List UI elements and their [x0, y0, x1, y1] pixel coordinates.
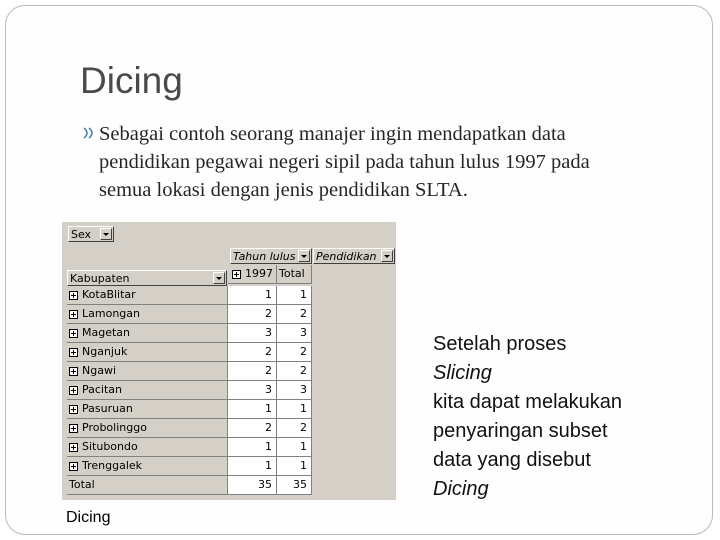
- row-label[interactable]: Pacitan: [67, 381, 228, 400]
- total-value-cell: 35: [228, 476, 277, 495]
- value-cell: 1: [277, 457, 312, 476]
- dropdown-arrow-icon[interactable]: [213, 272, 225, 284]
- dropdown-arrow-icon[interactable]: [298, 250, 310, 262]
- value-cell: 3: [228, 324, 277, 343]
- column-field-tahun-lulus[interactable]: [230, 248, 312, 264]
- total-value-cell: 35: [277, 476, 312, 495]
- dropdown-arrow-icon[interactable]: [100, 228, 112, 240]
- expand-icon[interactable]: [69, 405, 78, 414]
- expand-icon[interactable]: [69, 424, 78, 433]
- total-row-label: Total: [67, 476, 228, 495]
- slide-title: Dicing: [80, 60, 183, 101]
- value-cell: 1: [228, 438, 277, 457]
- row-label[interactable]: Magetan: [67, 324, 228, 343]
- side-note-line: penyaringan subset: [433, 420, 608, 442]
- side-note-line: Dicing: [433, 478, 489, 500]
- row-label[interactable]: Trenggalek: [67, 457, 228, 476]
- bullet-line: Sebagai contoh seorang manajer ingin mendapatkan data: [99, 123, 566, 145]
- row-label[interactable]: Lamongan: [67, 305, 228, 324]
- value-cell: 2: [228, 362, 277, 381]
- value-cell: 2: [277, 343, 312, 362]
- value-cell: 2: [277, 419, 312, 438]
- value-cell: 2: [277, 305, 312, 324]
- value-cell: 1: [228, 400, 277, 419]
- row-field-kabupaten[interactable]: [67, 270, 227, 286]
- value-cell: 1: [228, 286, 277, 305]
- value-cell: 1: [277, 438, 312, 457]
- bullet-paragraph: [83, 120, 683, 204]
- page-field-sex[interactable]: [68, 226, 114, 242]
- row-label[interactable]: Situbondo: [67, 438, 228, 457]
- expand-icon[interactable]: [232, 270, 241, 279]
- expand-icon[interactable]: [69, 348, 78, 357]
- dropdown-arrow-icon[interactable]: [381, 250, 393, 262]
- column-header-total: Total: [277, 265, 312, 284]
- value-cell: 3: [277, 324, 312, 343]
- column-field-label: Tahun lulus: [233, 250, 296, 263]
- expand-icon[interactable]: [69, 443, 78, 452]
- row-label[interactable]: Ngawi: [67, 362, 228, 381]
- expand-icon[interactable]: [69, 291, 78, 300]
- value-cell: 3: [228, 381, 277, 400]
- side-note-line: data yang disebut: [433, 449, 591, 471]
- value-cell: 3: [277, 381, 312, 400]
- bullet-line: pendidikan pegawai negeri sipil pada tahun lulus 1997 pada: [99, 151, 590, 173]
- value-cell: 1: [228, 457, 277, 476]
- page-field-label: Sex: [71, 228, 92, 241]
- column-field-pendidikan[interactable]: [313, 248, 395, 264]
- value-cell: 2: [277, 362, 312, 381]
- expand-icon[interactable]: [69, 462, 78, 471]
- expand-icon[interactable]: [69, 310, 78, 319]
- row-field-label: Kabupaten: [70, 272, 130, 285]
- value-cell: 1: [277, 400, 312, 419]
- column-header-1997[interactable]: 1997: [228, 265, 277, 284]
- bullet-arrow-icon: [83, 126, 99, 140]
- pivot-table: [62, 222, 396, 500]
- expand-icon[interactable]: [69, 329, 78, 338]
- row-label[interactable]: KotaBlitar: [67, 286, 228, 305]
- bullet-text: [83, 120, 683, 204]
- side-note-line: Setelah proses Slicing: [433, 333, 567, 384]
- value-cell: 1: [277, 286, 312, 305]
- side-note: [433, 330, 693, 504]
- row-label[interactable]: Pasuruan: [67, 400, 228, 419]
- pivot-caption: Dicing: [66, 509, 111, 526]
- value-cell: 2: [228, 343, 277, 362]
- row-label[interactable]: Nganjuk: [67, 343, 228, 362]
- column-field-label: Pendidikan: [316, 250, 377, 263]
- value-cell: 2: [228, 305, 277, 324]
- expand-icon[interactable]: [69, 367, 78, 376]
- side-note-line: kita dapat melakukan: [433, 391, 623, 413]
- expand-icon[interactable]: [69, 386, 78, 395]
- value-cell: 2: [228, 419, 277, 438]
- row-label[interactable]: Probolinggo: [67, 419, 228, 438]
- bullet-line: semua lokasi dengan jenis pendidikan SLTA.: [99, 179, 468, 201]
